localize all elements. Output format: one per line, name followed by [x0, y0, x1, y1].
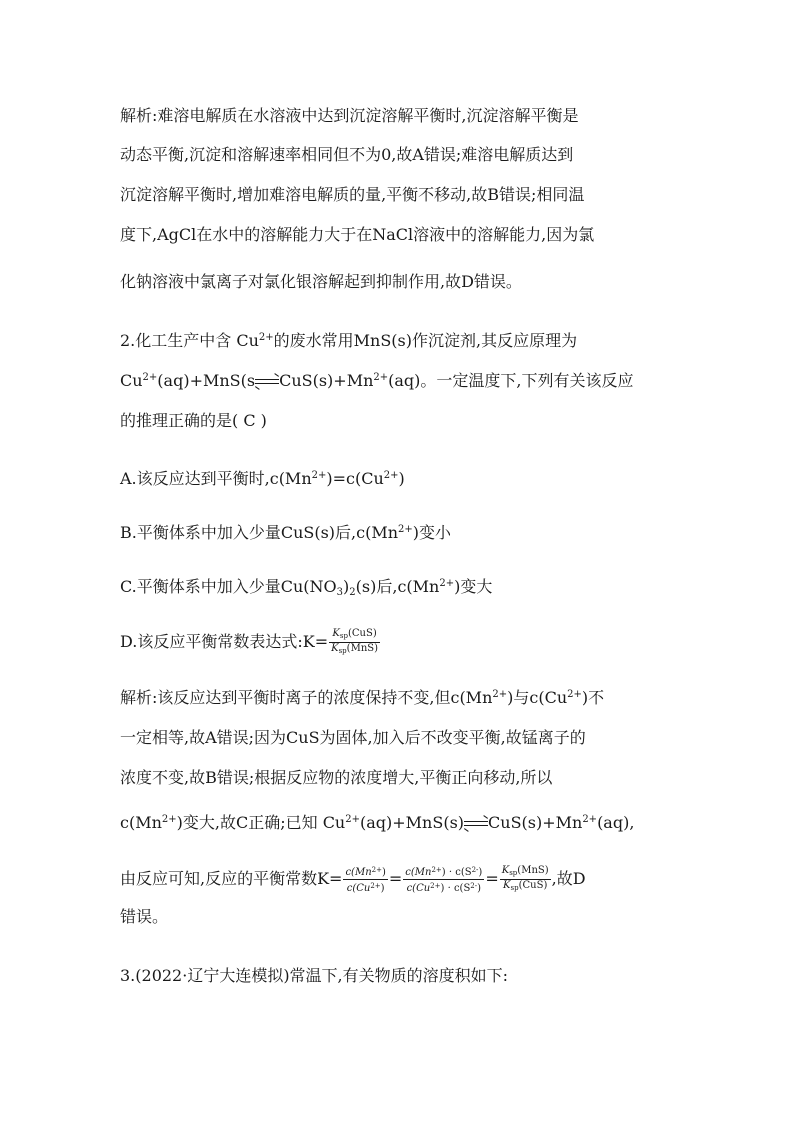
analysis-1-line-5: 化钠溶液中氯离子对氯化银溶解起到抑制作用,故D错误。: [120, 272, 522, 291]
analysis-2-line-1: 解析:该反应达到平衡时离子的浓度保持不变,但$c(Mn^{2+})$与$c(Cu^{2+})$不: [120, 688, 605, 707]
fraction-2: $\frac{c(Mn^{2+}) \cdot c(S^{2-})}{c(Cu^{2+}) \cdot c(S^{2-})}$: [405, 866, 483, 894]
analysis-1-line-2: 动态平衡,沉淀和溶解速率相同但不为0,故A错误;难溶电解质达到: [120, 145, 574, 164]
fraction-3: $\frac{K_{sp}(MnS)}{K_{sp}(CuS)}$: [501, 865, 549, 892]
question-2-stem-line-1: 2.化工生产中含 $Cu^{2+}$的废水常用MnS(s)作沉淀剂,其反应原理为: [120, 331, 578, 350]
analysis-2-line-6: 错误。: [120, 907, 169, 926]
analysis-2-line-5: 由反应可知,反应的平衡常数K= $\frac{c(Mn^{2+})}{c(Cu^{2+})}$ = $\frac{c(Mn^{2+}) \cdot c(S^{2-})}{c(Cu^{2+}) \cdot c(S^{2-})}$ = $\frac{K_{sp}(MnS)}{K_{sp}(CuS)}$ ,故D: [120, 865, 586, 894]
question-2-stem-line-2: $Cu^{2+}(aq)+MnS(s$ $CuS(s)+Mn^{2+}(aq)$。一定温度下,下列有关该反应: [120, 371, 634, 390]
option-c: C.平衡体系中加入少量$Cu(NO_3)_2(s)$后$,c(Mn^{2+})$变大: [120, 577, 493, 598]
option-d: D.该反应平衡常数表达式:K= $\frac{K_{sp}(CuS)}{K_{sp}(MnS)}$: [120, 628, 379, 655]
ksp-ratio-fraction: $\frac{K_{sp}(CuS)}{K_{sp}(MnS)}$: [331, 628, 379, 655]
equilibrium-arrow-icon: [464, 819, 488, 829]
analysis-1-line-1: 解析:难溶电解质在水溶液中达到沉淀溶解平衡时,沉淀溶解平衡是: [120, 106, 579, 125]
analysis-1-line-4: 度下,AgCl在水中的溶解能力大于在NaCl溶液中的溶解能力,因为氯: [120, 225, 595, 244]
equilibrium-arrow-icon: [255, 377, 279, 387]
question-3-stem: 3.(2022·辽宁大连模拟)常温下,有关物质的溶度积如下:: [120, 966, 509, 985]
fraction-1: $\frac{c(Mn^{2+})}{c(Cu^{2+})}$: [345, 866, 386, 894]
option-a: A.该反应达到平衡时$,c(Mn^{2+})=c(Cu^{2+})$: [120, 469, 405, 488]
analysis-2-line-2: 一定相等,故A错误;因为CuS为固体,加入后不改变平衡,故锰离子的: [120, 728, 586, 747]
analysis-2-line-3: 浓度不变,故B错误;根据反应物的浓度增大,平衡正向移动,所以: [120, 768, 553, 787]
option-b: B.平衡体系中加入少量CuS(s)后$,c(Mn^{2+})$变小: [120, 523, 452, 542]
analysis-1-line-3: 沉淀溶解平衡时,增加难溶电解质的量,平衡不移动,故B错误;相同温: [120, 185, 585, 204]
analysis-2-line-4: $c(Mn^{2+})$变大,故C正确;已知 $Cu^{2+}(aq)+MnS(s)$ $CuS(s)+Mn^{2+}(aq)$,: [120, 813, 635, 832]
question-2-stem-line-3: 的推理正确的是( C ): [120, 411, 267, 430]
